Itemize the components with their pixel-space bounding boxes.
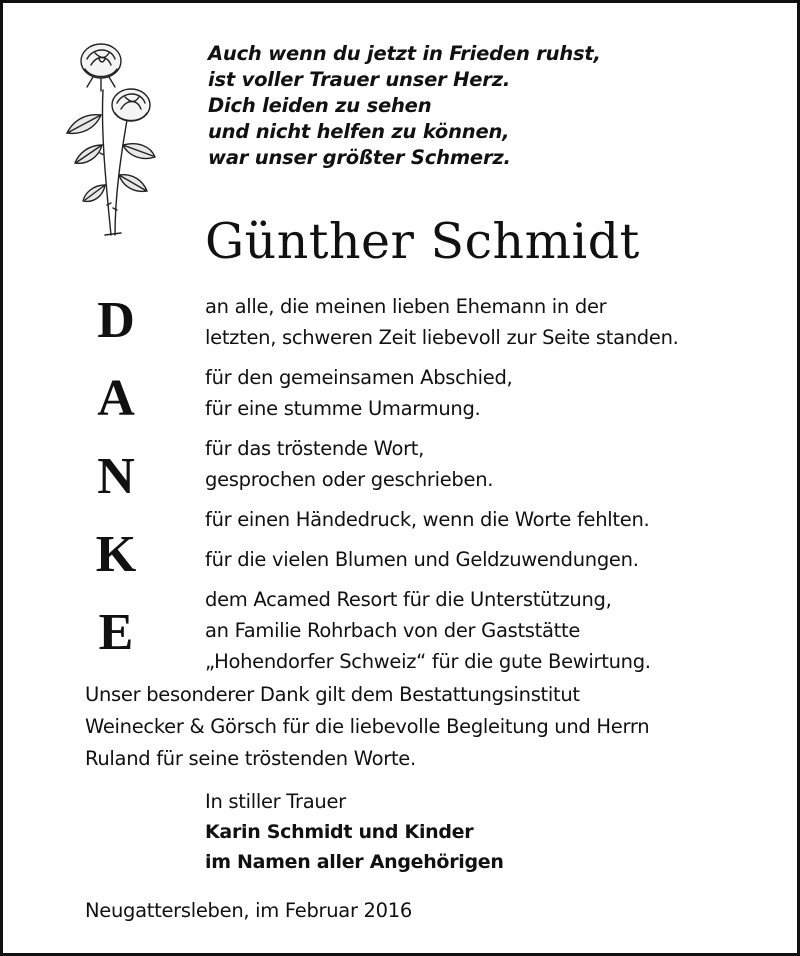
thanks-group <box>205 362 679 424</box>
special-thanks <box>85 679 649 775</box>
memorial-verse <box>208 41 601 171</box>
special-thanks-line: Ruland für seine tröstenden Worte. <box>85 747 416 770</box>
thanks-line: dem Acamed Resort für die Unterstützung, <box>205 588 612 611</box>
deceased-name: Günther Schmidt <box>205 213 640 270</box>
danke-column <box>81 291 151 681</box>
verse-line: und nicht helfen zu können, <box>208 120 510 143</box>
thanks-line: für den gemeinsamen Abschied, <box>205 366 513 389</box>
danke-letter: D <box>97 292 135 349</box>
thanks-line: „Hohendorfer Schweiz“ für die gute Bewirtung. <box>205 650 651 673</box>
thanks-list <box>205 291 679 686</box>
thanks-group <box>205 291 679 353</box>
special-thanks-line: Unser besonderer Dank gilt dem Bestattungsinstitut <box>85 683 580 706</box>
closing-signature <box>205 787 504 877</box>
thanks-group <box>205 584 679 677</box>
verse-line: Auch wenn du jetzt in Frieden ruhst, <box>208 42 601 65</box>
verse-line: war unser größter Schmerz. <box>208 146 511 169</box>
verse-line: ist voller Trauer unser Herz. <box>208 68 511 91</box>
thanks-line: für einen Händedruck, wenn die Worte fehlten. <box>205 508 650 531</box>
danke-letter: E <box>98 604 134 661</box>
rose-icon <box>55 35 165 245</box>
place-date: Neugattersleben, im Februar 2016 <box>85 899 412 922</box>
thanks-line: an alle, die meinen lieben Ehemann in der <box>205 295 607 318</box>
signer-line: Karin Schmidt und Kinder <box>205 821 474 843</box>
thanks-line: für die vielen Blumen und Geldzuwendungen. <box>205 548 639 571</box>
closing-intro: In stiller Trauer <box>205 790 346 813</box>
thanks-group <box>205 544 679 575</box>
thanks-group <box>205 504 679 535</box>
thanks-line: für eine stumme Umarmung. <box>205 397 481 420</box>
thanks-line: für das tröstende Wort, <box>205 437 425 460</box>
thanks-group <box>205 433 679 495</box>
thanks-line: letzten, schweren Zeit liebevoll zur Seite standen. <box>205 326 679 349</box>
verse-line: Dich leiden zu sehen <box>208 94 432 117</box>
danke-letter: A <box>97 370 135 427</box>
danke-letter: K <box>95 526 137 583</box>
thanks-line: gesprochen oder geschrieben. <box>205 468 494 491</box>
signer-line: im Namen aller Angehörigen <box>205 851 504 873</box>
danke-letter: N <box>97 448 135 505</box>
thanks-line: an Familie Rohrbach von der Gaststätte <box>205 619 581 642</box>
special-thanks-line: Weinecker & Görsch für die liebevolle Begleitung und Herrn <box>85 715 650 738</box>
